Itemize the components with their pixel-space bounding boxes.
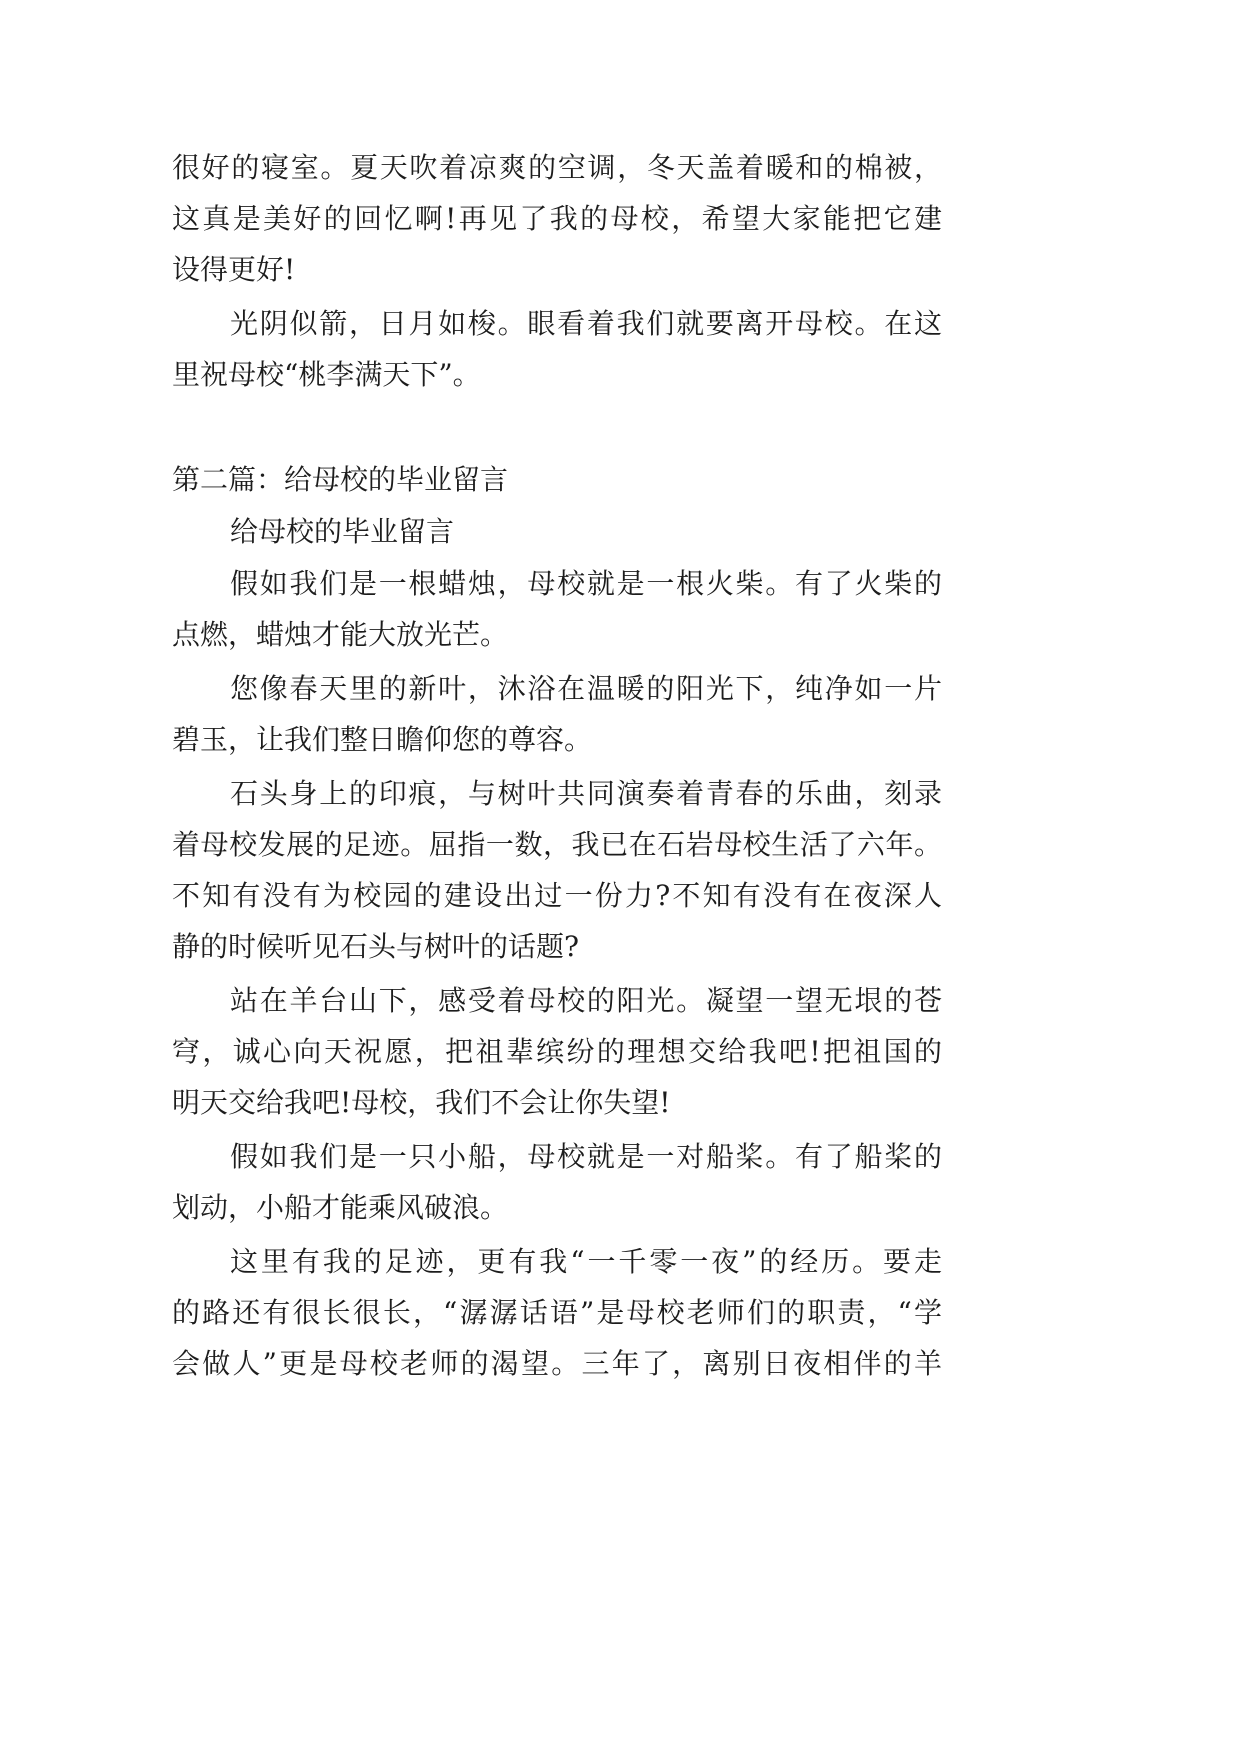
paragraph — [172, 663, 942, 765]
text-line: 这里有我的足迹，更有我“一千零一夜”的经历。要走 — [230, 1245, 942, 1278]
section — [172, 454, 942, 1389]
page-body — [172, 142, 942, 1389]
paragraph — [172, 558, 942, 660]
text-line: 设得更好! — [172, 253, 296, 286]
text-line: 假如我们是一根蜡烛，母校就是一根火柴。有了火柴的 — [230, 567, 942, 600]
section-heading: 第二篇：给母校的毕业留言 — [172, 463, 509, 496]
text-line: 站在羊台山下，感受着母校的阳光。凝望一望无垠的苍 — [230, 984, 942, 1017]
text-line: 着母校发展的足迹。屈指一数，我已在石岩母校生活了六年。 — [172, 828, 942, 861]
text-line: 里祝母校“桃李满天下”。 — [172, 358, 481, 391]
text-line: 石头身上的印痕，与树叶共同演奏着青春的乐曲，刻录 — [230, 777, 942, 810]
paragraph — [172, 298, 942, 400]
text-line: 点燃，蜡烛才能大放光芒。 — [172, 618, 509, 651]
paragraph — [172, 142, 942, 295]
text-line: 的路还有很长很长，“潺潺话语”是母校老师们的职责，“学 — [172, 1296, 942, 1329]
text-line: 假如我们是一只小船，母校就是一对船桨。有了船桨的 — [230, 1140, 942, 1173]
text-line: 明天交给我吧!母校，我们不会让你失望! — [172, 1086, 671, 1119]
text-line: 碧玉，让我们整日瞻仰您的尊容。 — [172, 723, 593, 756]
text-line: 您像春天里的新叶，沐浴在温暖的阳光下，纯净如一片 — [230, 672, 942, 705]
text-line: 会做人”更是母校老师的渴望。三年了，离别日夜相伴的羊 — [172, 1347, 942, 1380]
text-line: 划动，小船才能乘风破浪。 — [172, 1191, 509, 1224]
paragraph — [172, 1236, 942, 1389]
text-line: 穹，诚心向天祝愿，把祖辈缤纷的理想交给我吧!把祖国的 — [172, 1035, 942, 1068]
continued-text — [172, 142, 942, 400]
section-title: 给母校的毕业留言 — [230, 515, 455, 548]
paragraph — [172, 768, 942, 972]
paragraph — [172, 975, 942, 1128]
text-line: 这真是美好的回忆啊!再见了我的母校，希望大家能把它建 — [172, 202, 942, 235]
text-line: 不知有没有为校园的建设出过一份力?不知有没有在夜深人 — [172, 879, 942, 912]
text-line: 静的时候听见石头与树叶的话题? — [172, 930, 580, 963]
text-line: 很好的寝室。夏天吹着凉爽的空调，冬天盖着暖和的棉被， — [172, 151, 942, 184]
text-line: 光阴似箭，日月如梭。眼看着我们就要离开母校。在这 — [230, 307, 942, 340]
paragraph — [172, 1131, 942, 1233]
